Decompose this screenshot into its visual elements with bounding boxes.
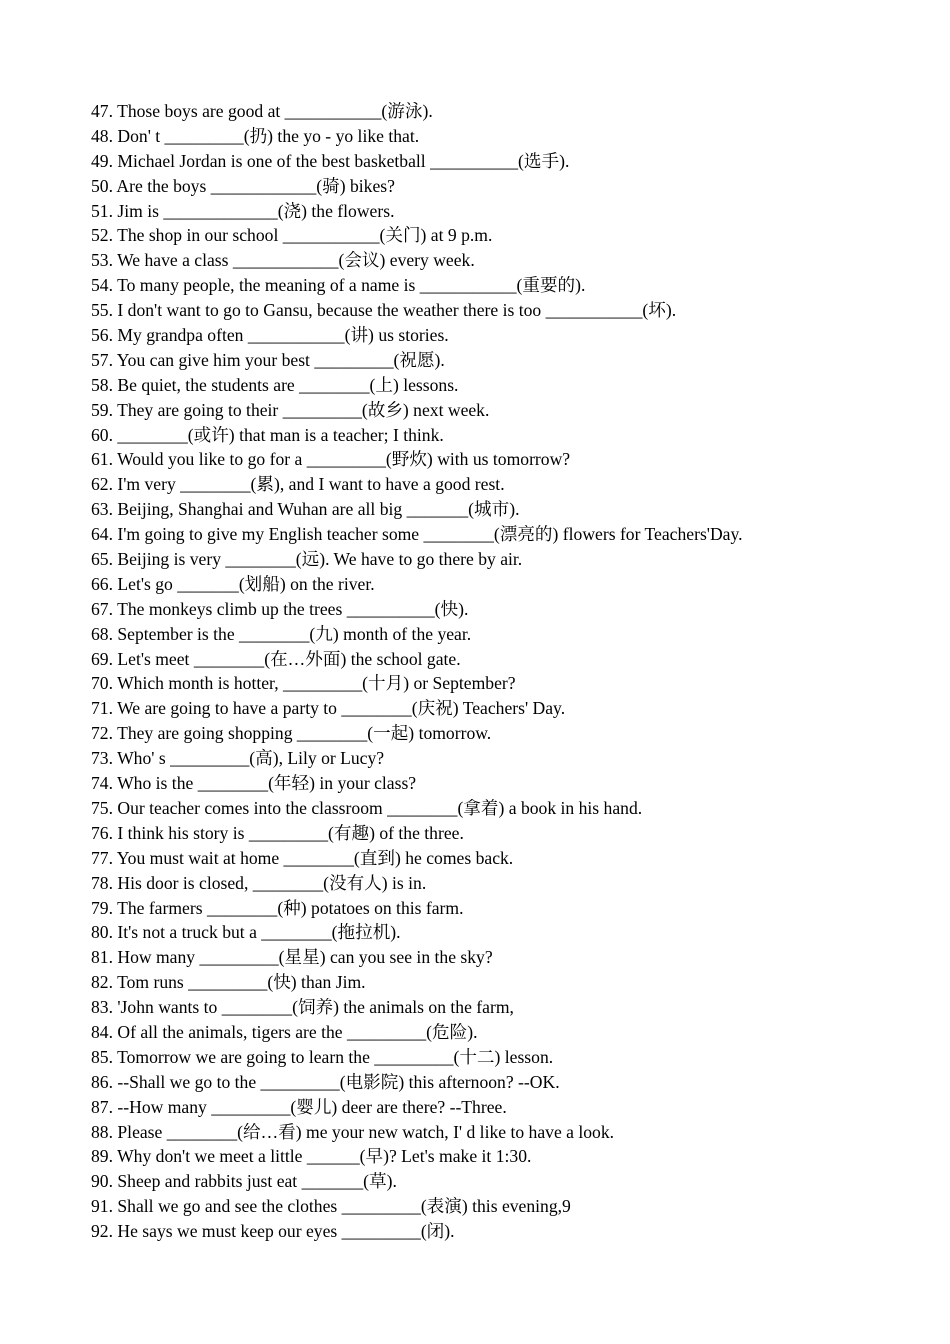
question-item: 80. It's not a truck but a ________(拖拉机).: [91, 922, 401, 943]
question-item: 90. Sheep and rabbits just eat _______(草).: [91, 1171, 397, 1192]
question-item: 55. I don't want to go to Gansu, because the weather there is too ___________(坏).: [91, 300, 677, 321]
question-item: 72. They are going shopping ________(一起) tomorrow.: [91, 723, 492, 744]
question-item: 79. The farmers ________(种) potatoes on this farm.: [91, 897, 464, 918]
question-item: 47. Those boys are good at ___________(游泳).: [91, 101, 433, 121]
question-item: 60. ________(或许) that man is a teacher; I think.: [91, 424, 444, 445]
question-item: 70. Which month is hotter, _________(十月) or September?: [91, 673, 516, 694]
question-item: 63. Beijing, Shanghai and Wuhan are all big _______(城市).: [91, 499, 520, 520]
question-item: 88. Please ________(给…看) me your new watch, I' d like to have a look.: [91, 1121, 615, 1142]
question-item: 66. Let's go _______(划船) on the river.: [91, 573, 375, 594]
question-item: 92. He says we must keep our eyes _________(闭).: [91, 1221, 455, 1242]
question-item: 52. The shop in our school ___________(关门) at 9 p.m.: [91, 225, 493, 246]
question-item: 78. His door is closed, ________(没有人) is in.: [91, 872, 427, 893]
question-item: 76. I think his story is _________(有趣) of the three.: [91, 822, 464, 843]
question-item: 73. Who' s _________(高), Lily or Lucy?: [91, 748, 385, 769]
question-item: 58. Be quiet, the students are ________(上) lessons.: [91, 374, 459, 395]
question-item: 74. Who is the ________(年轻) in your class?: [91, 773, 417, 794]
question-item: 56. My grandpa often ___________(讲) us stories.: [91, 325, 449, 346]
question-item: 77. You must wait at home ________(直到) he comes back.: [91, 847, 514, 868]
question-item: 48. Don' t _________(扔) the yo - yo like that.: [91, 125, 420, 146]
question-item: 82. Tom runs _________(快) than Jim.: [91, 972, 366, 993]
question-item: 59. They are going to their _________(故乡) next week.: [91, 399, 490, 420]
question-item: 71. We are going to have a party to ________(庆祝) Teachers' Day.: [91, 698, 566, 719]
question-item: 51. Jim is _____________(浇) the flowers.: [91, 200, 395, 221]
question-item: 64. I'm going to give my English teacher some ________(漂亮的) flowers for Teachers'Day.: [91, 524, 743, 545]
question-item: 54. To many people, the meaning of a name is ___________(重要的).: [91, 275, 586, 296]
question-item: 83. 'John wants to ________(饲养) the animals on the farm,: [91, 997, 514, 1018]
question-item: 84. Of all the animals, tigers are the _________(危险).: [91, 1021, 478, 1042]
question-item: 68. September is the ________(九) month of the year.: [91, 623, 472, 644]
question-item: 50. Are the boys ____________(骑) bikes?: [91, 175, 395, 196]
question-list: [91, 99, 911, 1244]
question-item: 69. Let's meet ________(在…外面) the school gate.: [91, 648, 461, 669]
question-item: 62. I'm very ________(累), and I want to have a good rest.: [91, 474, 505, 495]
question-item: 81. How many _________(星星) can you see in the sky?: [91, 947, 493, 968]
question-item: 67. The monkeys climb up the trees __________(快).: [91, 598, 469, 619]
question-item: 85. Tomorrow we are going to learn the _________(十二) lesson.: [91, 1046, 554, 1067]
question-item: 89. Why don't we meet a little ______(早)? Let's make it 1:30.: [91, 1146, 532, 1167]
question-item: 87. --How many _________(婴儿) deer are there? --Three.: [91, 1096, 507, 1117]
question-item: 91. Shall we go and see the clothes _________(表演) this evening,9: [91, 1196, 571, 1217]
question-item: 57. You can give him your best _________(祝愿).: [91, 349, 445, 370]
question-item: 75. Our teacher comes into the classroom ________(拿着) a book in his hand.: [91, 797, 643, 818]
question-item: 61. Would you like to go for a _________(野炊) with us tomorrow?: [91, 449, 571, 470]
question-item: 53. We have a class ____________(会议) every week.: [91, 250, 475, 271]
question-item: 86. --Shall we go to the _________(电影院) this afternoon? --OK.: [91, 1071, 560, 1092]
question-item: 49. Michael Jordan is one of the best basketball __________(选手).: [91, 150, 570, 171]
question-item: 65. Beijing is very ________(远). We have to go there by air.: [91, 549, 523, 570]
